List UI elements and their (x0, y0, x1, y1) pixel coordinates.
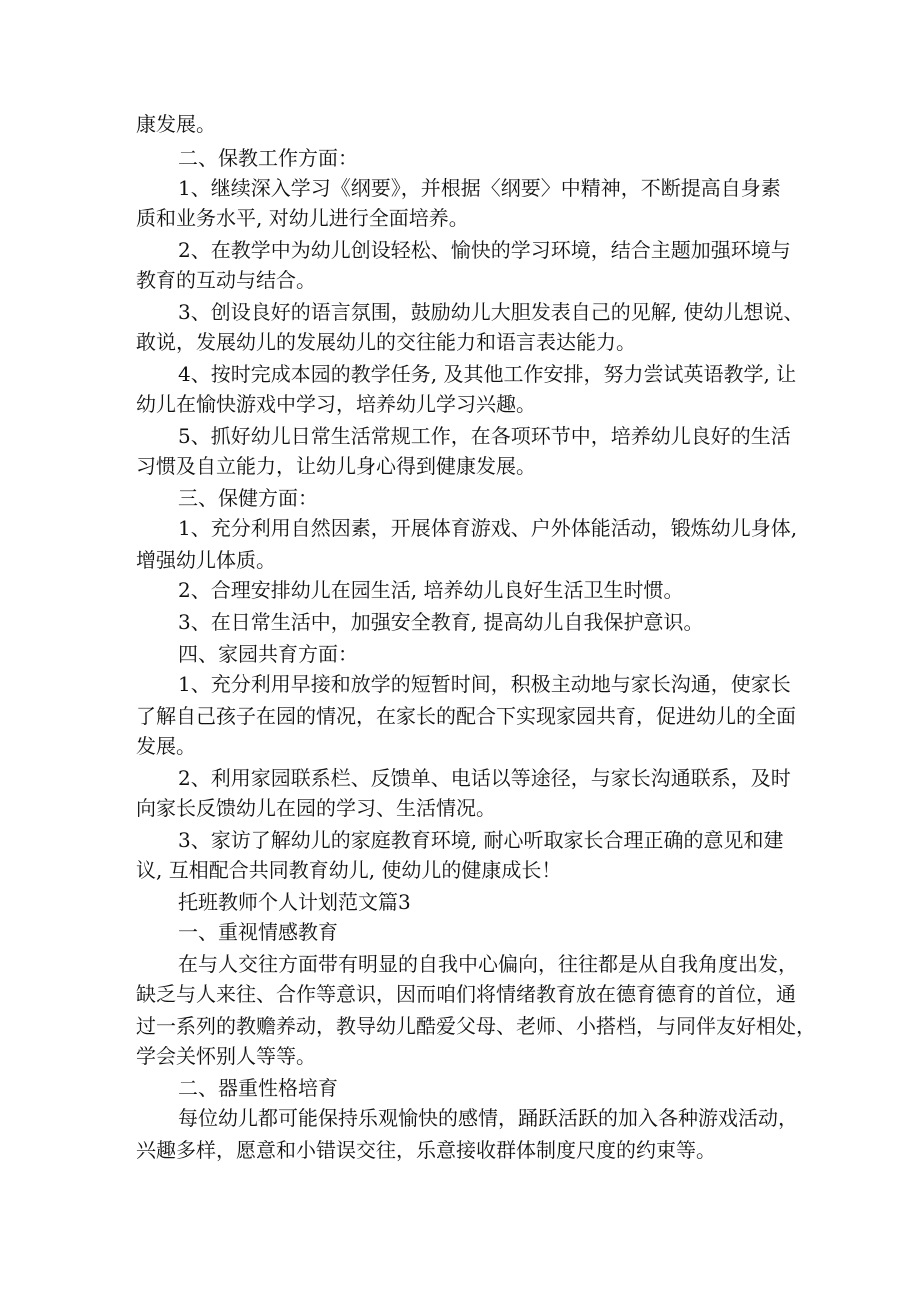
text-line: 康发展。 (136, 112, 216, 136)
text-line: 了解自己孩子在园的情况，在家长的配合下实现家园共育，促进幼儿的全面 (136, 704, 796, 728)
text-line: 3、在日常生活中，加强安全教育, 提高幼儿自我保护意识。 (178, 610, 704, 634)
section-heading: 二、器重性格培育 (178, 1076, 338, 1100)
text-line: 过一系列的教赡养动，教导幼儿酷爱父母、老师、小搭档，与同伴友好相处， (136, 1014, 816, 1038)
text-line: 议, 互相配合共同教育幼儿, 使幼儿的健康成长！ (136, 858, 562, 882)
section-heading: 二、保教工作方面： (178, 146, 358, 170)
text-line: 每位幼儿都可能保持乐观愉快的感情，踊跃活跃的加入各种游戏活动， (178, 1106, 798, 1130)
text-line: 教育的互动与结合。 (136, 268, 316, 292)
text-line: 1、充分利用早接和放学的短暂时间，积极主动地与家长沟通，使家长 (178, 672, 791, 696)
article-title: 托班教师个人计划范文篇3 (178, 890, 411, 914)
text-line: 2、在教学中为幼儿创设轻松、愉快的学习环境，结合主题加强环境与 (178, 238, 791, 262)
text-line: 4、按时完成本园的教学任务, 及其他工作安排，努力尝试英语教学, 让 (178, 362, 797, 386)
section-heading: 四、家园共育方面： (178, 642, 358, 666)
text-line: 3、家访了解幼儿的家庭教育环境, 耐心听取家长合理正确的意见和建 (178, 828, 784, 852)
text-line: 幼儿在愉快游戏中学习，培养幼儿学习兴趣。 (136, 392, 536, 416)
text-line: 2、利用家园联系栏、反馈单、电话以等途径，与家长沟通联系，及时 (178, 766, 791, 790)
text-line: 习惯及自立能力，让幼儿身心得到健康发展。 (136, 454, 536, 478)
section-heading: 一、重视情感教育 (178, 920, 338, 944)
text-line: 缺乏与人来往、合作等意识，因而咱们将情绪教育放在德育德育的首位，通 (136, 982, 796, 1006)
text-line: 兴趣多样，愿意和小错误交往，乐意接收群体制度尺度的约束等。 (136, 1138, 716, 1162)
text-line: 1、继续深入学习《纲要》，并根据〈纲要〉中精神，不断提高自身素 (178, 176, 781, 200)
section-heading: 三、保健方面： (178, 486, 318, 510)
text-line: 增强幼儿体质。 (136, 548, 276, 572)
text-line: 在与人交往方面带有明显的自我中心偏向，往往都是从自我角度出发， (178, 952, 798, 976)
text-line: 学会关怀别人等等。 (136, 1044, 316, 1068)
text-line: 质和业务水平, 对幼儿进行全面培养。 (136, 206, 469, 230)
text-line: 敢说，发展幼儿的发展幼儿的交往能力和语言表达能力。 (136, 330, 636, 354)
text-line: 2、合理安排幼儿在园生活, 培养幼儿良好生活卫生时惯。 (178, 578, 684, 602)
text-line: 3、创设良好的语言氛围，鼓励幼儿大胆发表自己的见解, 使幼儿想说、 (178, 300, 804, 324)
text-line: 1、充分利用自然因素，开展体育游戏、户外体能活动，锻炼幼儿身体, (178, 516, 798, 540)
text-line: 发展。 (136, 734, 196, 758)
text-line: 5、抓好幼儿日常生活常规工作，在各项环节中，培养幼儿良好的生活 (178, 424, 791, 448)
text-line: 向家长反馈幼儿在园的学习、生活情况。 (136, 796, 496, 820)
